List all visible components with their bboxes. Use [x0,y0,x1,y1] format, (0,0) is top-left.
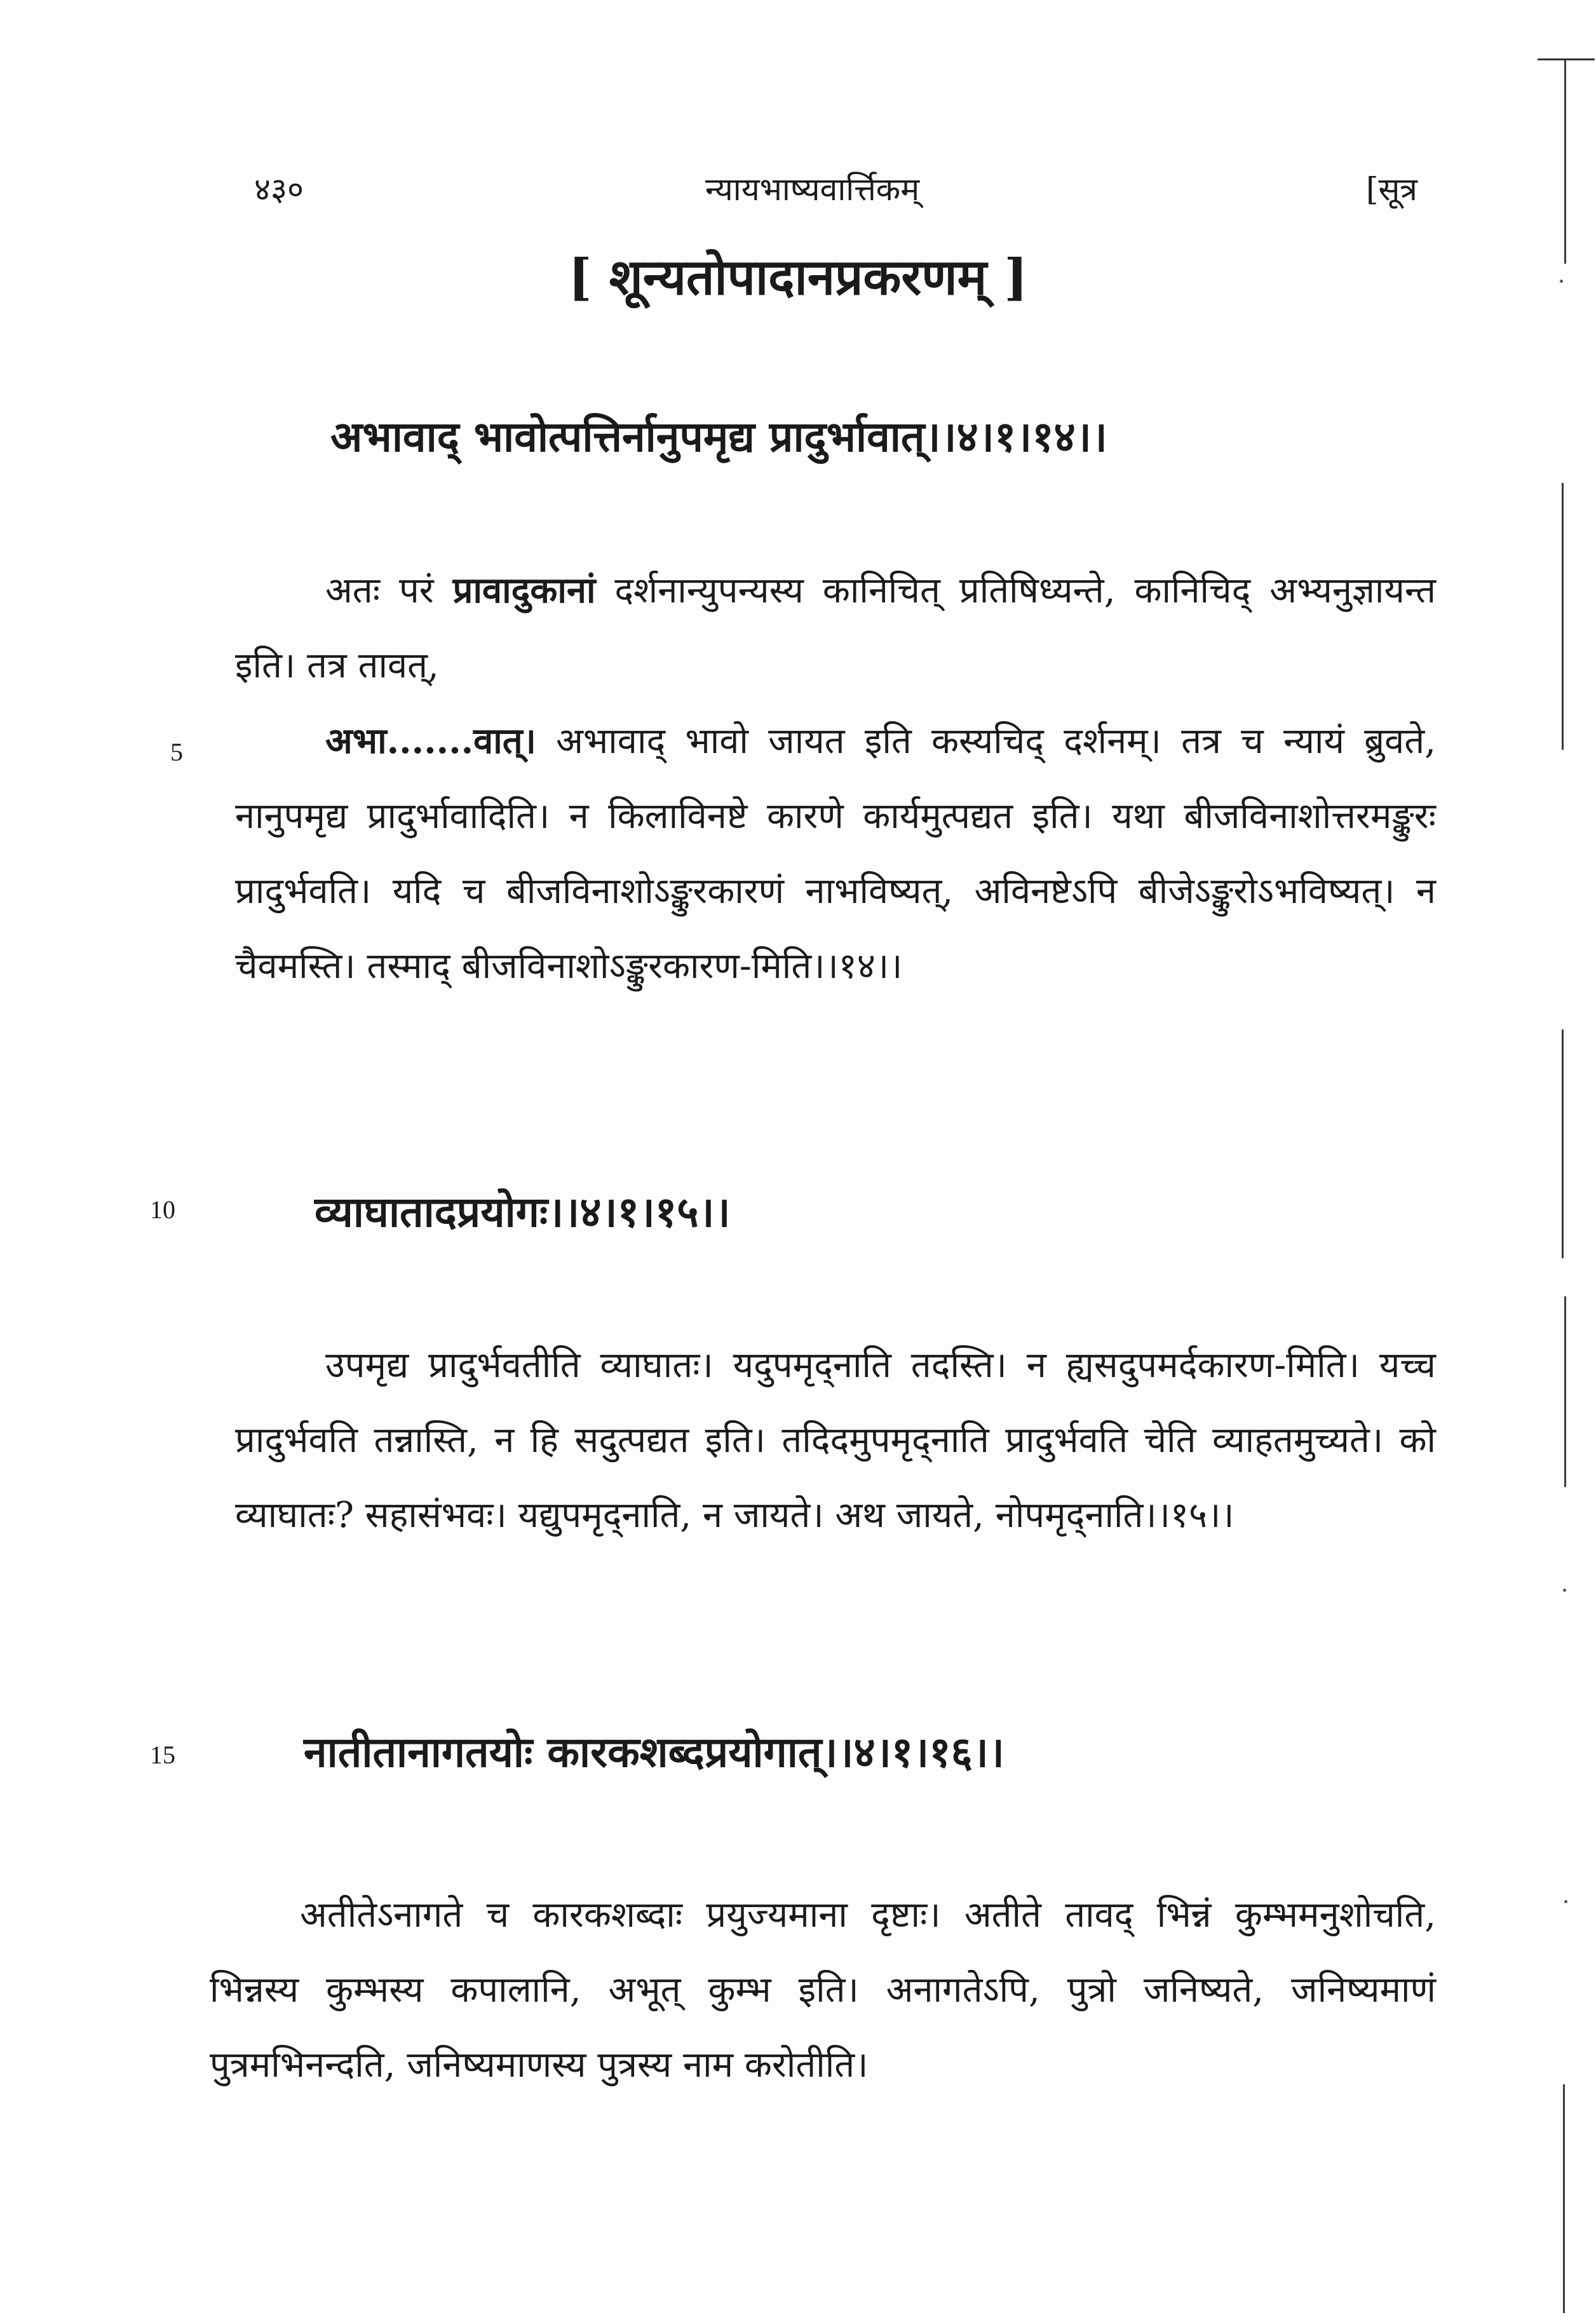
commentary-text: अभावाद् भावो जायत इति कस्यचिद् दर्शनम्। तत्र च न्यायं ब्रुवते, नानुपमृद्य प्रादुर्भावादिति। न किलाविनष्टे कारणे कार्यमुत्पद्यत इति। यथा बीजविनाशोत्तरमङ्कुरः प्रादुर्भवति। यदि च बीजविनाशोऽङ्कुरकारणं नाभविष्यत्, अविनष्टेऽपि बीजेऽङ्कुरोऽभविष्यत्। न चैवमस्ति। तस्माद् बीजविनाशोऽङ्कुरकारण-मिति।।१४।। [235,721,1436,987]
commentary-block [210,1878,1436,2103]
scan-speck [1564,1900,1567,1903]
scan-edge-mark [1538,58,1595,60]
running-title: न्यायभाष्यवार्त्तिकम् [705,171,920,208]
page-header [0,166,1596,217]
scan-edge-line [1563,2084,1565,2313]
section-title: [ शून्यतोपादानप्रकरणम् ] [568,248,1028,306]
running-section: [सूत्र [1366,171,1417,208]
sutra-heading: अभावाद् भावोत्पत्तिर्नानुपमृद्य प्रादुर्भावात्।।४।१।१४।। [330,412,1107,461]
scan-speck [1563,1589,1566,1592]
page-number: ४३० [254,171,304,208]
sutra-pratika: अभा.......वात्। [325,720,536,762]
commentary-paragraph: उपमृद्य प्रादुर्भवतीति व्याघातः। यदुपमृद्नाति तदस्ति। न ह्यसदुपमर्दकारण-मिति। यच्च प्रादुर्भवति तन्नास्ति, न हि सदुत्पद्यत इति। तदिदमुपमृद्नाति प्रादुर्भवति चेति व्याहतमुच्यते। को व्याघातः? सहासंभवः। यद्युपमृद्नाति, न जायते। अथ जायते, नोपमृद्नाति।।१५।। [235,1345,1436,1536]
sutra-heading: नातीतानागतयोः कारकशब्दप्रयोगात्।।४।१।१६।। [304,1727,1004,1777]
commentary-text: दर्शनान्युपन्यस्य कानिचित् प्रतिषिध्यन्ते, कानिचिद् अभ्यनुज्ञायन्त इति। तत्र तावत्, [235,570,1436,686]
line-number: 15 [150,1741,175,1769]
commentary-paragraph: अतीतेऽनागते च कारकशब्दाः प्रयुज्यमाना दृष्टाः। अतीते तावद् भिन्नं कुम्भमनुशोचति, भिन्नस्य कुम्भस्य कपालानि, अभूत् कुम्भ इति। अनागतेऽपि, पुत्रो जनिष्यते, जनिष्यमाणं पुत्रमभिनन्दति, जनिष्यमाणस्य पुत्रस्य नाम करोतीति। [210,1894,1436,2086]
commentary-text: अतः परं [325,570,453,611]
sutra-heading: व्याघातादप्रयोगः।।४।१।१५।। [314,1187,731,1237]
commentary-paragraph [235,703,1436,1004]
line-number: 10 [150,1195,175,1224]
commentary-emphasis: प्रावादुकानां [452,569,596,611]
scan-edge-line [1562,483,1564,750]
commentary-block [235,1328,1436,1553]
commentary-paragraph [235,553,1436,703]
line-number: 5 [170,738,183,766]
commentary-block [235,553,1436,1004]
scan-edge-line [1564,1296,1566,1487]
scan-edge-line [1564,60,1566,264]
scan-edge-line [1562,1029,1564,1258]
